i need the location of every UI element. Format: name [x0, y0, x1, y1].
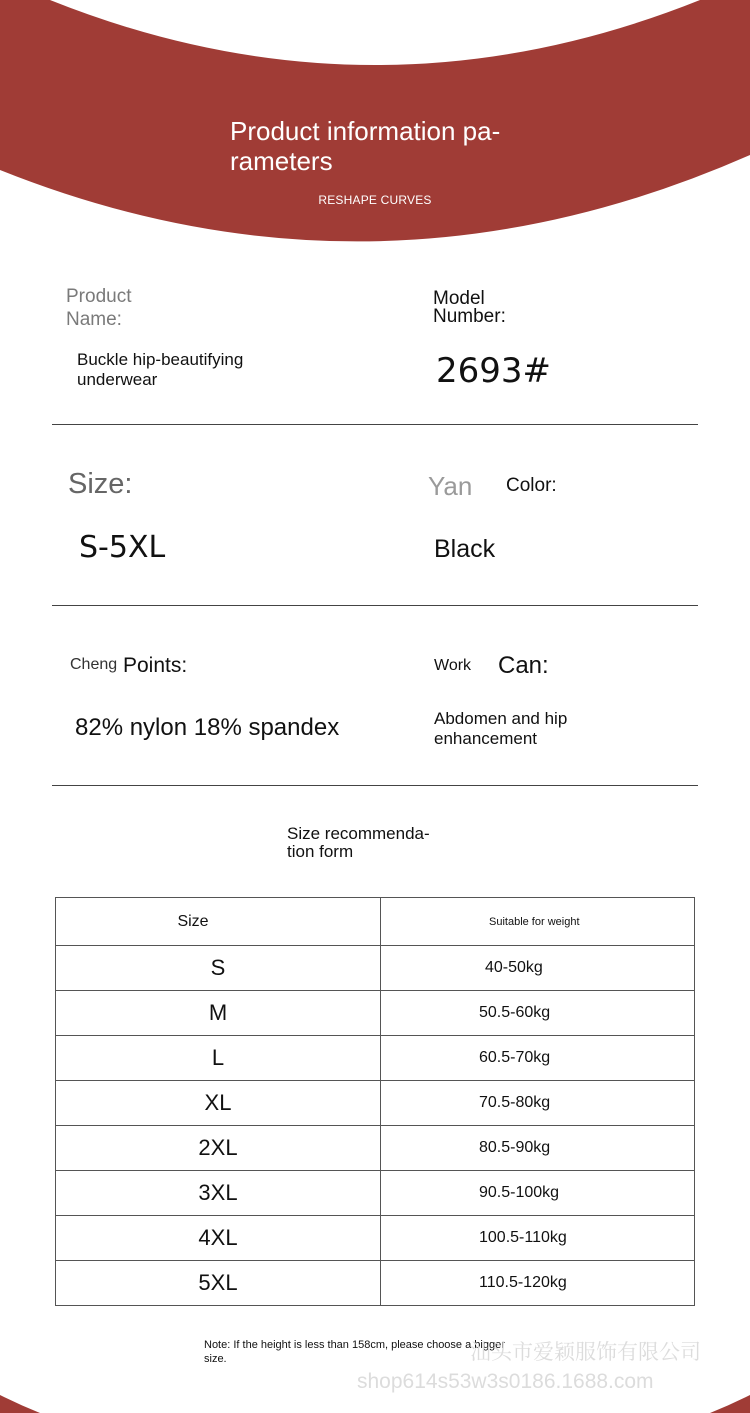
function-label-prefix: Work	[434, 657, 472, 674]
composition-label: Points:	[123, 654, 188, 677]
model-number-label-line1: Model	[433, 288, 485, 309]
page-title-line2: rameters	[230, 146, 333, 176]
product-name-label-line1: Product	[66, 286, 132, 307]
size-cell: 2XL	[56, 1126, 381, 1171]
color-value: Black	[434, 535, 496, 563]
table-row	[56, 1216, 695, 1261]
divider	[52, 785, 698, 786]
size-cell: 3XL	[56, 1171, 381, 1216]
size-cell: XL	[56, 1081, 381, 1126]
table-row	[56, 1261, 695, 1306]
product-name-label-line2: Name:	[66, 309, 122, 330]
color-label-prefix: Yan	[428, 471, 473, 501]
size-cell: 4XL	[56, 1216, 381, 1261]
size-cell: S	[56, 946, 381, 991]
size-table	[55, 897, 695, 1306]
weight-cell: 40-50kg	[381, 946, 695, 991]
product-name-value-line2: underwear	[77, 370, 158, 389]
model-number-label	[433, 290, 506, 326]
table-row	[56, 946, 695, 991]
composition-value: 82% nylon 18% spandex	[75, 714, 340, 741]
column-header-size: Size	[56, 898, 381, 946]
weight-cell: 60.5-70kg	[381, 1036, 695, 1081]
product-name-value-line1: Buckle hip-beautifying	[77, 350, 244, 369]
page-title-line1: Product information pa-	[230, 116, 501, 146]
size-cell: M	[56, 991, 381, 1036]
product-name-value	[77, 350, 243, 390]
color-label: Color:	[506, 475, 557, 496]
composition-label-prefix: Cheng	[70, 656, 118, 673]
size-note-line2: size.	[204, 1353, 227, 1365]
size-cell: 5XL	[56, 1261, 381, 1306]
watermark-company: 汕头市爱颖服饰有限公司	[470, 1341, 701, 1364]
table-row	[56, 991, 695, 1036]
weight-cell: 90.5-100kg	[381, 1171, 695, 1216]
function-value-line1: Abdomen and hip	[434, 709, 568, 728]
size-table-title-line1: Size recommenda-	[287, 824, 430, 843]
page-title	[230, 116, 530, 176]
table-row	[56, 1036, 695, 1081]
size-table-title-line2: tion form	[287, 842, 354, 861]
table-row	[56, 1081, 695, 1126]
function-value	[434, 709, 567, 749]
footer-red-corner-right	[710, 1395, 750, 1413]
size-label: Size:	[68, 468, 133, 500]
model-number-label-line2: Number:	[433, 306, 506, 327]
weight-cell: 70.5-80kg	[381, 1081, 695, 1126]
divider	[52, 424, 698, 425]
function-value-line2: enhancement	[434, 729, 538, 748]
weight-cell: 110.5-120kg	[381, 1261, 695, 1306]
size-note-line1: Note: If the height is less than 158cm, please choose a bigger	[204, 1339, 505, 1351]
table-header-row	[56, 898, 695, 946]
footer-red-corner-left	[0, 1395, 40, 1413]
table-row	[56, 1171, 695, 1216]
page-subtitle: RESHAPE CURVES	[318, 193, 432, 207]
weight-cell: 50.5-60kg	[381, 991, 695, 1036]
product-name-label	[66, 285, 131, 331]
watermark-url: shop614s53w3s0186.1688.com	[357, 1370, 654, 1393]
size-table-title	[287, 825, 430, 861]
column-header-weight: Suitable for weight	[381, 898, 695, 946]
function-label: Can:	[498, 652, 549, 679]
table-row	[56, 1126, 695, 1171]
divider	[52, 605, 698, 606]
weight-cell: 80.5-90kg	[381, 1126, 695, 1171]
weight-cell: 100.5-110kg	[381, 1216, 695, 1261]
model-number-value: 2693#	[436, 351, 552, 391]
size-cell: L	[56, 1036, 381, 1081]
size-value: S-5XL	[79, 530, 166, 565]
